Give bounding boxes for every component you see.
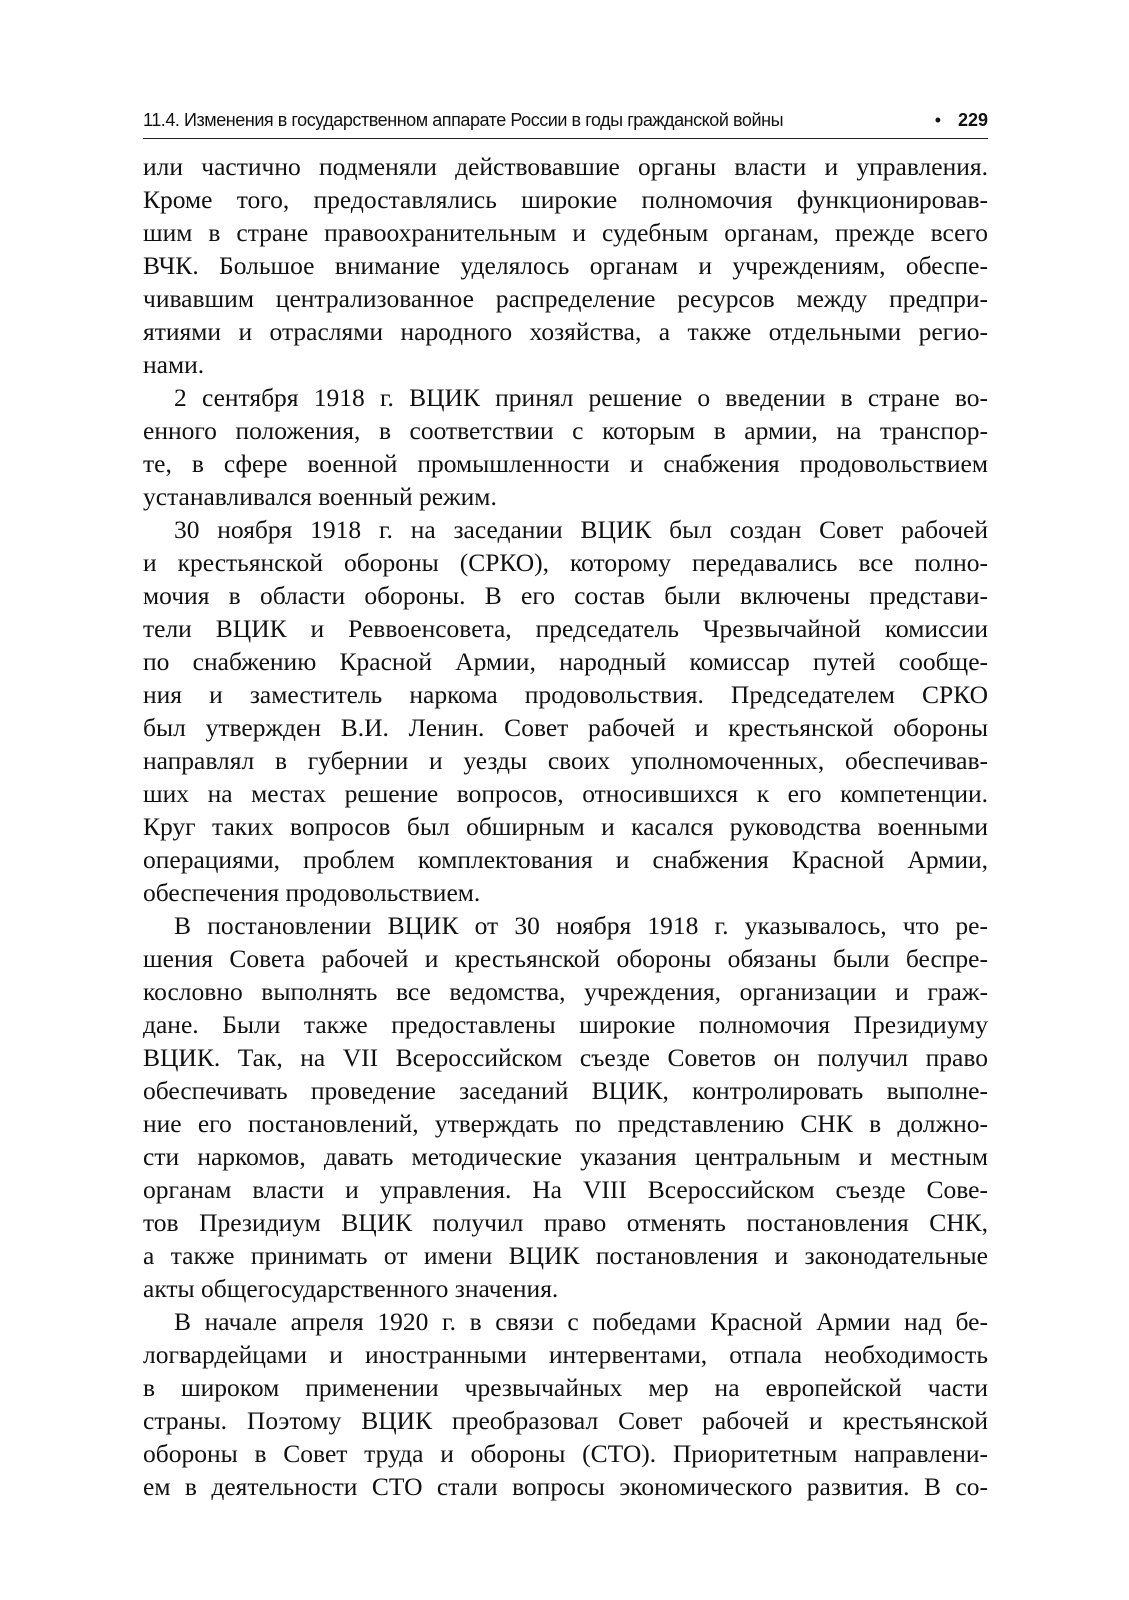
- text-line: чивавшим централизованное распределение ресурсов между предпри-: [143, 284, 988, 313]
- text-line: дане. Были также предоставлены широкие полномочия Президиуму: [143, 1010, 988, 1039]
- text-line: обеспечивать проведение заседаний ВЦИК, контролировать выполне-: [143, 1076, 988, 1105]
- text-line: 2 сентября 1918 г. ВЦИК принял решение о введении в стране во-: [174, 383, 988, 412]
- text-line: обороны в Совет труда и обороны (СТО). Приоритетным направлени-: [143, 1439, 988, 1468]
- text-line: акты общегосударственного значения.: [143, 1274, 559, 1303]
- text-line: тов Президиум ВЦИК получил право отменять постановления СНК,: [143, 1208, 988, 1237]
- text-line: тели ВЦИК и Реввоенсовета, председатель Чрезвычайной комиссии: [143, 614, 988, 643]
- text-line: или частично подменяли действовавшие органы власти и управления.: [143, 152, 988, 181]
- paragraph: [143, 1305, 988, 1503]
- text-line: ВЦИК. Так, на VII Всероссийском съезде Советов он получил право: [143, 1043, 988, 1072]
- text-line: а также принимать от имени ВЦИК постановления и законодательные: [143, 1241, 988, 1270]
- text-line: кословно выполнять все ведомства, учреждения, организации и граж-: [143, 977, 988, 1006]
- text-line: был утвержден В.И. Ленин. Совет рабочей и крестьянской обороны: [143, 713, 988, 742]
- text-line: 30 ноября 1918 г. на заседании ВЦИК был создан Совет рабочей: [174, 515, 988, 544]
- text-line: нами.: [143, 350, 205, 379]
- body-text: [143, 150, 988, 1503]
- text-line: Круг таких вопросов был обширным и касался руководства военными: [143, 812, 988, 841]
- text-line: ятиями и отраслями народного хозяйства, а также отдельными регио-: [143, 317, 988, 346]
- text-line: Кроме того, предоставлялись широкие полномочия функционировав-: [143, 185, 988, 214]
- chapter-section-title: 11.4. Изменения в государственном аппарате России в годы гражданской войны: [143, 110, 784, 130]
- text-line: направлял в губернии и уезды своих уполномоченных, обеспечивав-: [143, 746, 988, 775]
- text-line: устанавливался военный режим.: [143, 482, 497, 511]
- book-page: [143, 104, 988, 1503]
- text-line: ния и заместитель наркома продовольствия. Председателем СРКО: [143, 680, 988, 709]
- text-line: по снабжению Красной Армии, народный комиссар путей сообще-: [143, 647, 988, 676]
- text-line: страны. Поэтому ВЦИК преобразовал Совет рабочей и крестьянской: [143, 1406, 988, 1435]
- text-line: сти наркомов, давать методические указания центральным и местным: [143, 1142, 988, 1171]
- text-line: логвардейцами и иностранными интервентами, отпала необходимость: [143, 1340, 988, 1369]
- paragraph: [143, 513, 988, 909]
- header-bullet: •: [934, 110, 941, 130]
- text-line: шим в стране правоохранительным и судебным органам, прежде всего: [143, 218, 988, 247]
- text-line: шения Совета рабочей и крестьянской обороны обязаны были беспре-: [143, 944, 988, 973]
- text-line: В начале апреля 1920 г. в связи с победами Красной Армии над бе-: [174, 1307, 988, 1336]
- page-number: 229: [957, 110, 988, 130]
- text-line: ем в деятельности СТО стали вопросы экономического развития. В со-: [143, 1472, 988, 1501]
- text-line: енного положения, в соответствии с которым в армии, на транспор-: [143, 416, 988, 445]
- text-line: мочия в области обороны. В его состав были включены представи-: [143, 581, 988, 610]
- running-header: [143, 104, 988, 139]
- text-line: органам власти и управления. На VIII Всероссийском съезде Сове-: [143, 1175, 988, 1204]
- text-line: те, в сфере военной промышленности и снабжения продовольствием: [143, 449, 988, 478]
- text-line: ВЧК. Большое внимание уделялось органам и учреждениям, обеспе-: [143, 251, 988, 280]
- paragraph: [143, 909, 988, 1305]
- text-line: ние его постановлений, утверждать по представлению СНК в должно-: [143, 1109, 988, 1138]
- text-line: в широком применении чрезвычайных мер на европейской части: [143, 1373, 988, 1402]
- text-line: операциями, проблем комплектования и снабжения Красной Армии,: [143, 845, 988, 874]
- text-line: В постановлении ВЦИК от 30 ноября 1918 г. указывалось, что ре-: [174, 911, 988, 940]
- paragraph: [143, 150, 988, 381]
- paragraph: [143, 381, 988, 513]
- text-line: и крестьянской обороны (СРКО), которому передавались все полно-: [143, 548, 988, 577]
- text-line: обеспечения продовольствием.: [143, 878, 481, 907]
- text-line: ших на местах решение вопросов, относившихся к его компетенции.: [143, 779, 988, 808]
